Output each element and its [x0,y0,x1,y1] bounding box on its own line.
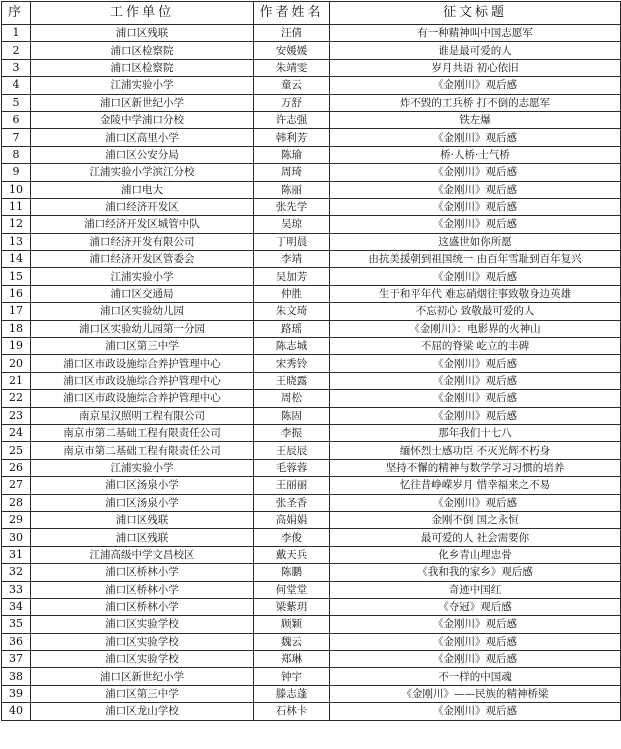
essay-title-cell: 《金刚川》观后感 [330,181,621,198]
author-name-cell: 郑琳 [254,651,330,668]
author-name-cell: 仲胜 [254,285,330,302]
author-name-cell: 何堂堂 [254,581,330,598]
row-number: 31 [2,546,31,563]
table-row [2,268,621,285]
table-row [2,129,621,146]
author-name-cell: 路瑶 [254,320,330,337]
essay-title-cell: 《金刚川》观后感 [330,129,621,146]
author-name-cell: 王晓露 [254,372,330,389]
essay-title-cell: 《金刚川》观后感 [330,633,621,650]
author-name-cell: 陈固 [254,407,330,424]
table-row [2,303,621,320]
work-unit-cell: 浦口区实验学校 [31,633,254,650]
work-unit-cell: 金陵中学浦口分校 [31,111,254,128]
work-unit-cell: 浦口区汤泉小学 [31,477,254,494]
work-unit-cell: 南京市第二基础工程有限责任公司 [31,442,254,459]
work-unit-cell: 浦口区桥林小学 [31,564,254,581]
row-number: 15 [2,268,31,285]
essay-title-cell: 化乡青山埋忠骨 [330,546,621,563]
essay-title-cell: 《金刚川》观后感 [330,703,621,720]
row-number: 13 [2,233,31,250]
author-name-cell: 李靖 [254,251,330,268]
author-name-cell: 韩利芳 [254,129,330,146]
row-number: 12 [2,216,31,233]
work-unit-cell: 浦口经济开发区 [31,198,254,215]
author-name-cell: 汪倩 [254,25,330,42]
work-unit-cell: 江浦高级中学文昌校区 [31,546,254,563]
work-unit-cell: 浦口电大 [31,181,254,198]
essay-title-cell: 《金刚川》观后感 [330,216,621,233]
table-row [2,42,621,59]
work-unit-cell: 江浦实验小学滨江分校 [31,164,254,181]
author-name-cell: 王辰辰 [254,442,330,459]
essay-title-cell: 《金刚川》观后感 [330,494,621,511]
author-name-cell: 戴天兵 [254,546,330,563]
table-row [2,511,621,528]
header-work-unit: 工作单位 [31,2,254,25]
essay-title-cell: 岁月共语 初心依旧 [330,59,621,76]
essay-title-cell: 《我和我的家乡》观后感 [330,564,621,581]
table-row [2,355,621,372]
author-name-cell: 吴琼 [254,216,330,233]
work-unit-cell: 浦口区残联 [31,511,254,528]
row-number: 17 [2,303,31,320]
row-number: 3 [2,59,31,76]
author-name-cell: 石林卡 [254,703,330,720]
author-name-cell: 童云 [254,77,330,94]
row-number: 33 [2,581,31,598]
row-number: 27 [2,477,31,494]
work-unit-cell: 浦口区市政设施综合养护管理中心 [31,355,254,372]
essay-title-cell: 由抗美援朝到祖国统一 由百年雪耻到百年复兴 [330,251,621,268]
author-name-cell: 毛蓉蓉 [254,459,330,476]
row-number: 21 [2,372,31,389]
header-author-name: 作者姓名 [254,2,330,25]
work-unit-cell: 浦口区实验学校 [31,651,254,668]
table-row [2,111,621,128]
table-row [2,25,621,42]
table-row [2,459,621,476]
essay-title-cell: 不屈的脊梁 屹立的丰碑 [330,338,621,355]
essay-title-cell: 生于和平年代 难忘硝烟往事致敬身边英雄 [330,285,621,302]
row-number: 24 [2,424,31,441]
table-row [2,59,621,76]
row-number: 2 [2,42,31,59]
table-row [2,77,621,94]
work-unit-cell: 浦口区检察院 [31,42,254,59]
work-unit-cell: 浦口区高里小学 [31,129,254,146]
author-name-cell: 陈瑜 [254,146,330,163]
table-row [2,442,621,459]
author-name-cell: 许志强 [254,111,330,128]
table-row [2,233,621,250]
table-row [2,668,621,685]
essay-title-cell: 《夺冠》观后感 [330,598,621,615]
work-unit-cell: 浦口区市政设施综合养护管理中心 [31,372,254,389]
table-row [2,477,621,494]
essay-title-cell: 不一样的中国魂 [330,668,621,685]
row-number: 34 [2,598,31,615]
author-name-cell: 高娟娟 [254,511,330,528]
table-row [2,390,621,407]
table-body [2,25,621,721]
essay-title-cell: 《金刚川》观后感 [330,268,621,285]
author-name-cell: 滕志蓬 [254,685,330,702]
author-name-cell: 魏云 [254,633,330,650]
work-unit-cell: 南京市第二基础工程有限责任公司 [31,424,254,441]
work-unit-cell: 浦口区公安分局 [31,146,254,163]
header-essay-title: 征文标题 [330,2,621,25]
table-row [2,529,621,546]
row-number: 26 [2,459,31,476]
work-unit-cell: 浦口经济开发有限公司 [31,233,254,250]
table-row [2,320,621,337]
essay-title-cell: 《金刚川》观后感 [330,616,621,633]
table-header [2,2,621,25]
table-row [2,164,621,181]
table-row [2,633,621,650]
work-unit-cell: 江浦实验小学 [31,268,254,285]
essay-title-cell: 坚持不懈的精神与数学学习习惯的培养 [330,459,621,476]
author-name-cell: 李俊 [254,529,330,546]
author-name-cell: 陈鹏 [254,564,330,581]
essay-title-cell: 那年我们十七八 [330,424,621,441]
table-row [2,198,621,215]
work-unit-cell: 浦口区第三中学 [31,685,254,702]
work-unit-cell: 浦口区实验幼儿园第一分园 [31,320,254,337]
work-unit-cell: 浦口区汤泉小学 [31,494,254,511]
table-row [2,564,621,581]
essay-title-cell: 《金刚川》观后感 [330,651,621,668]
table-row [2,372,621,389]
row-number: 14 [2,251,31,268]
table-row [2,651,621,668]
table-row [2,94,621,111]
table-row [2,685,621,702]
essay-title-cell: 《金刚川》观后感 [330,372,621,389]
table-row [2,216,621,233]
row-number: 36 [2,633,31,650]
author-name-cell: 陈志城 [254,338,330,355]
essay-entries-table [1,1,621,721]
table-row [2,616,621,633]
essay-title-cell: 炸不毁的工兵桥 打不倒的志愿军 [330,94,621,111]
work-unit-cell: 浦口经济开发区城管中队 [31,216,254,233]
row-number: 5 [2,94,31,111]
work-unit-cell: 浦口区桥林小学 [31,598,254,615]
essay-title-cell: 谁是最可爱的人 [330,42,621,59]
row-number: 40 [2,703,31,720]
work-unit-cell: 浦口经济开发区管委会 [31,251,254,268]
work-unit-cell: 浦口区检察院 [31,59,254,76]
work-unit-cell: 浦口区新世纪小学 [31,94,254,111]
work-unit-cell: 浦口区市政设施综合养护管理中心 [31,390,254,407]
author-name-cell: 王丽丽 [254,477,330,494]
author-name-cell: 宋秀铃 [254,355,330,372]
row-number: 28 [2,494,31,511]
author-name-cell: 钟宇 [254,668,330,685]
row-number: 11 [2,198,31,215]
row-number: 38 [2,668,31,685]
table-row [2,424,621,441]
essay-title-cell: 《金刚川》观后感 [330,390,621,407]
essay-title-cell: 不忘初心 致敬最可爱的人 [330,303,621,320]
row-number: 18 [2,320,31,337]
essay-title-cell: 《金刚川》观后感 [330,355,621,372]
row-number: 6 [2,111,31,128]
work-unit-cell: 浦口区实验学校 [31,616,254,633]
table-row [2,181,621,198]
essay-title-cell: 奇迹中国红 [330,581,621,598]
author-name-cell: 朱靖雯 [254,59,330,76]
essay-title-cell: 最可爱的人 社会需要你 [330,529,621,546]
author-name-cell: 吴加芳 [254,268,330,285]
work-unit-cell: 浦口区龙山学校 [31,703,254,720]
essay-title-cell: 忆往昔峥嵘岁月 惜幸福来之不易 [330,477,621,494]
table-row [2,581,621,598]
row-number: 10 [2,181,31,198]
essay-title-cell: 缅怀烈士感功臣 不灭光辉不朽身 [330,442,621,459]
author-name-cell: 周琦 [254,164,330,181]
essay-title-cell: 这盛世如你所愿 [330,233,621,250]
work-unit-cell: 浦口区实验幼儿园 [31,303,254,320]
work-unit-cell: 浦口区新世纪小学 [31,668,254,685]
table-row [2,546,621,563]
author-name-cell: 梁紫玥 [254,598,330,615]
row-number: 20 [2,355,31,372]
row-number: 25 [2,442,31,459]
author-name-cell: 周松 [254,390,330,407]
row-number: 37 [2,651,31,668]
author-name-cell: 张圣香 [254,494,330,511]
essay-title-cell: 铁左爆 [330,111,621,128]
work-unit-cell: 浦口区残联 [31,529,254,546]
author-name-cell: 朱文琦 [254,303,330,320]
author-name-cell: 陈丽 [254,181,330,198]
header-number: 序 [2,2,31,25]
work-unit-cell: 南京星汉照明工程有限公司 [31,407,254,424]
essay-title-cell: 《金刚川》观后感 [330,164,621,181]
row-number: 4 [2,77,31,94]
row-number: 9 [2,164,31,181]
row-number: 35 [2,616,31,633]
row-number: 7 [2,129,31,146]
row-number: 39 [2,685,31,702]
essay-title-cell: 《金刚川》观后感 [330,407,621,424]
author-name-cell: 张先学 [254,198,330,215]
row-number: 30 [2,529,31,546]
essay-title-cell: 有一种精神叫中国志愿军 [330,25,621,42]
row-number: 29 [2,511,31,528]
table-row [2,494,621,511]
author-name-cell: 安媛媛 [254,42,330,59]
work-unit-cell: 浦口区交通局 [31,285,254,302]
table-row [2,251,621,268]
essay-title-cell: 《金刚川》——民族的精神桥梁 [330,685,621,702]
work-unit-cell: 江浦实验小学 [31,459,254,476]
table-row [2,338,621,355]
work-unit-cell: 江浦实验小学 [31,77,254,94]
essay-title-cell: 桥·人桥·士气桥 [330,146,621,163]
work-unit-cell: 浦口区残联 [31,25,254,42]
essay-title-cell: 《金刚川》：电影界的火神山 [330,320,621,337]
row-number: 16 [2,285,31,302]
table-row [2,407,621,424]
row-number: 1 [2,25,31,42]
essay-title-cell: 《金刚川》观后感 [330,198,621,215]
essay-title-cell: 金刚不倒 国之永恒 [330,511,621,528]
work-unit-cell: 浦口区第三中学 [31,338,254,355]
row-number: 23 [2,407,31,424]
table-row [2,146,621,163]
table-row [2,285,621,302]
row-number: 32 [2,564,31,581]
header-row [2,2,621,25]
author-name-cell: 丁明晨 [254,233,330,250]
row-number: 22 [2,390,31,407]
table-row [2,598,621,615]
author-name-cell: 李振 [254,424,330,441]
row-number: 8 [2,146,31,163]
row-number: 19 [2,338,31,355]
author-name-cell: 万舒 [254,94,330,111]
work-unit-cell: 浦口区桥林小学 [31,581,254,598]
table-row [2,703,621,720]
author-name-cell: 顾颖 [254,616,330,633]
essay-title-cell: 《金刚川》观后感 [330,77,621,94]
